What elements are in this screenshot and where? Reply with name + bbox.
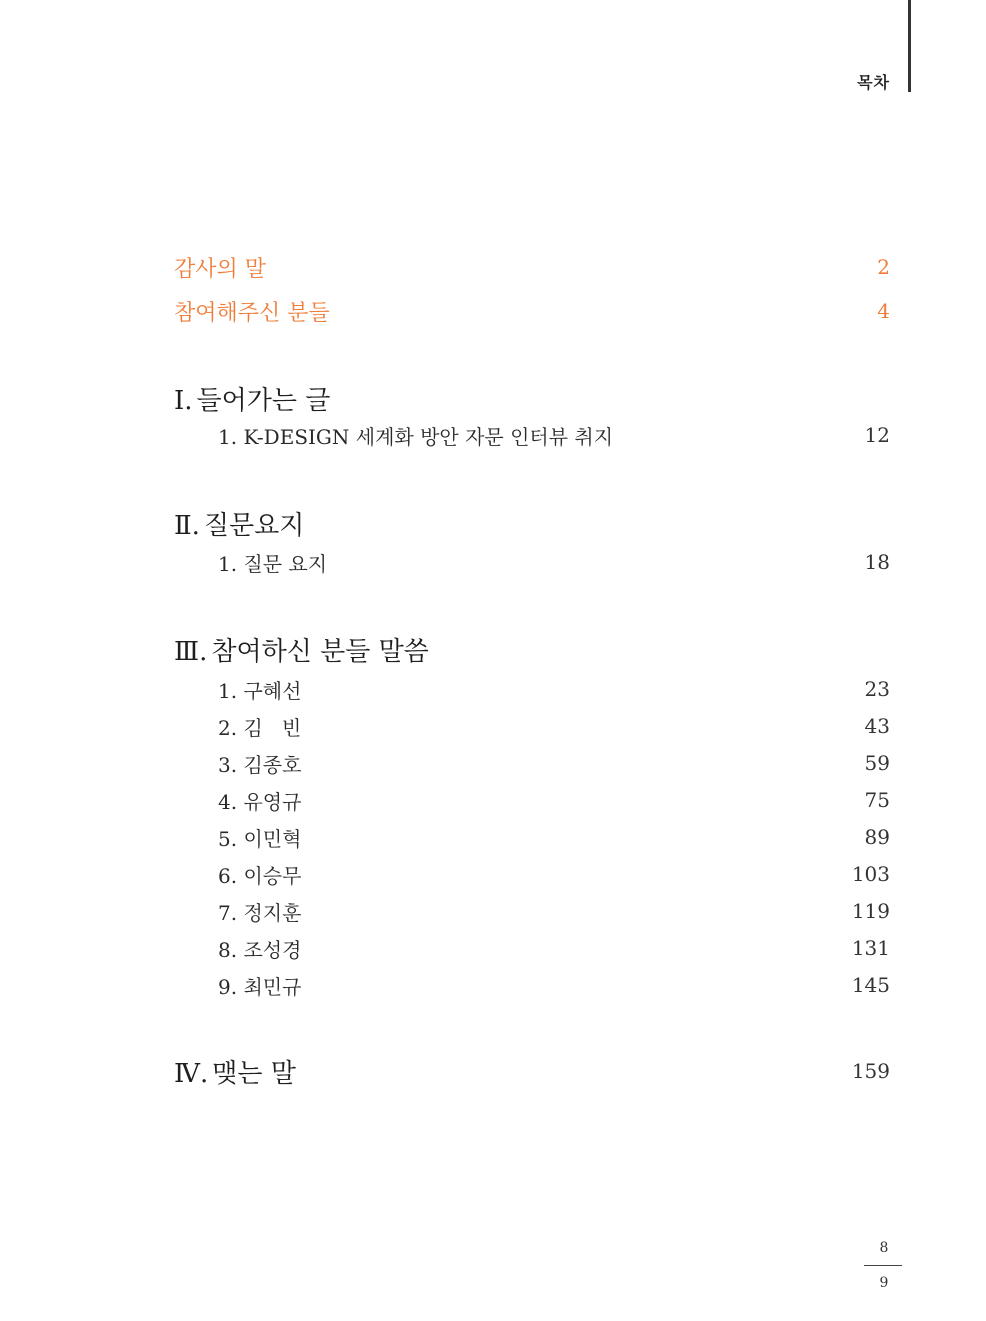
toc-entry-label: 9. 최민규 [218, 974, 302, 999]
toc-entry[interactable] [218, 672, 890, 706]
chapter-numeral: Ⅱ. [174, 510, 200, 541]
toc-entry-label: 1. 구혜선 [218, 678, 302, 703]
toc-front-item[interactable] [174, 250, 890, 284]
toc-entry-label: 1. K-DESIGN 세계화 방안 자문 인터뷰 취지 [218, 424, 614, 449]
toc-entry-label: 4. 유영규 [218, 789, 302, 814]
page-title: 목차 [857, 73, 890, 92]
toc-entry-label: 5. 이민혁 [218, 826, 302, 851]
chapter-numeral: Ⅳ. [174, 1058, 209, 1089]
chapter-heading-text [174, 1053, 296, 1090]
toc-entry-page: 145 [851, 973, 890, 997]
chapter-title: 참여하신 분들 말씀 [211, 636, 429, 667]
toc-entry[interactable] [218, 783, 890, 817]
toc-front-page: 2 [877, 255, 890, 279]
toc-entry-label: 3. 김종호 [218, 752, 302, 777]
chapter-title: 질문요지 [203, 510, 305, 541]
chapter-heading-text [174, 505, 304, 542]
chapter-title: 맺는 말 [212, 1058, 296, 1089]
chapter-heading-text [174, 380, 330, 417]
toc-chapter-heading[interactable] [174, 503, 890, 543]
chapter-heading-text [174, 631, 429, 668]
toc-entry-page: 23 [864, 677, 890, 701]
toc-entry-page: 75 [864, 788, 890, 812]
toc-chapter-heading[interactable] [174, 1051, 890, 1091]
toc-front-item[interactable] [174, 294, 890, 328]
toc-chapter-heading[interactable] [174, 378, 890, 418]
toc-entry-label: 8. 조성경 [218, 937, 302, 962]
chapter-numeral: Ⅲ. [174, 636, 208, 667]
toc-entry-page: 43 [864, 714, 890, 738]
toc-entry-page: 119 [851, 899, 890, 923]
toc-entry-page: 89 [864, 825, 890, 849]
header-rule [908, 0, 911, 92]
toc-entry[interactable] [218, 894, 890, 928]
folio-right-page-number: 9 [879, 1275, 889, 1291]
toc-entry-page: 131 [851, 936, 890, 960]
toc-entry[interactable] [218, 746, 890, 780]
toc-entry[interactable] [218, 857, 890, 891]
toc-entry-label: 6. 이승무 [218, 863, 302, 888]
folio-divider [864, 1265, 902, 1266]
toc-entry-page: 12 [864, 423, 890, 447]
toc-entry[interactable] [218, 820, 890, 854]
toc-entry-page: 18 [864, 550, 890, 574]
toc-entry-label: 7. 정지훈 [218, 900, 302, 925]
toc-entry-page: 103 [851, 862, 890, 886]
toc-entry-page: 59 [864, 751, 890, 775]
toc-entry[interactable] [218, 545, 890, 579]
toc-entry[interactable] [218, 709, 890, 743]
toc-front-label: 감사의 말 [174, 256, 267, 282]
toc-chapter-heading[interactable] [174, 629, 890, 669]
chapter-title: 들어가는 글 [196, 385, 331, 416]
toc-chapter-page: 159 [851, 1059, 890, 1083]
toc-entry[interactable] [218, 968, 890, 1002]
folio-left-page-number: 8 [879, 1240, 889, 1256]
toc-entry-label: 1. 질문 요지 [218, 551, 328, 576]
toc-front-label: 참여해주신 분들 [174, 300, 330, 326]
chapter-numeral: Ⅰ. [174, 385, 193, 416]
toc-entry-label: 2. 김 빈 [218, 715, 302, 740]
toc-entry[interactable] [218, 931, 890, 965]
toc-front-page: 4 [877, 299, 890, 323]
toc-entry[interactable] [218, 418, 890, 452]
